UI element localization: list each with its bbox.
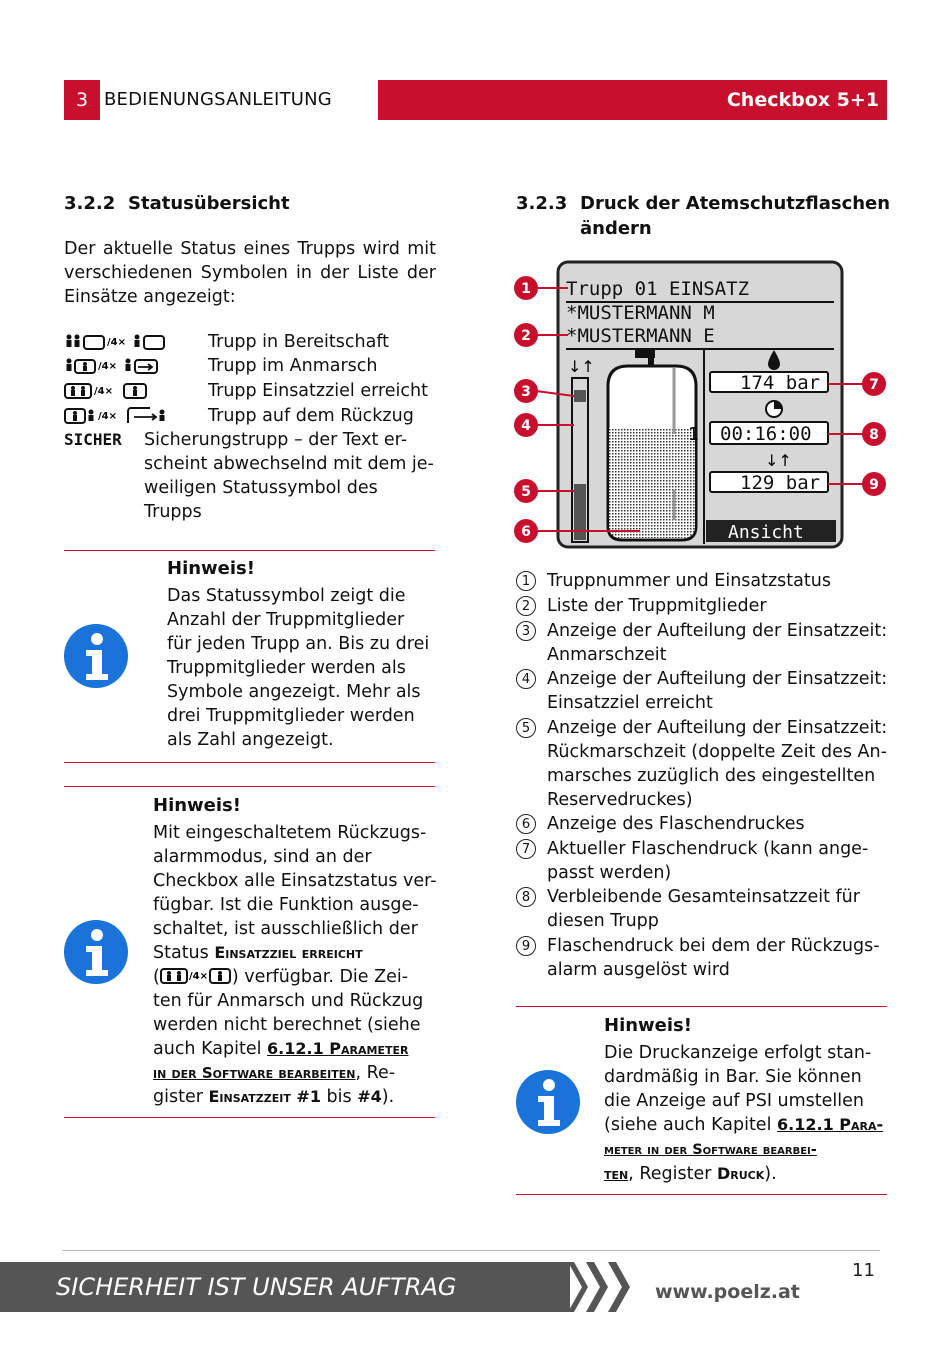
info-icon	[516, 1070, 580, 1134]
lcd-pressure: 174 bar	[740, 372, 821, 394]
svg-text:8: 8	[869, 427, 879, 443]
lcd-line-trupp: Trupp 01 EINSATZ	[566, 278, 750, 300]
info-icon	[64, 920, 128, 984]
svg-text:5: 5	[521, 484, 531, 500]
status-item-bereitschaft: /4× Trupp in Bereitschaft	[64, 330, 444, 354]
link-parameter-bearbeiten[interactable]: 6.12.1 Parameter	[267, 1039, 409, 1058]
svg-text:/4×: /4×	[188, 971, 208, 982]
note2-top-rule	[64, 786, 435, 787]
chevrons-icon	[568, 1262, 638, 1312]
svg-text:/4×: /4×	[107, 337, 126, 348]
section-heading-druck-cont: ändern	[580, 218, 652, 239]
note1-top-rule	[64, 550, 435, 551]
svg-text:7: 7	[869, 377, 879, 393]
status-anmarsch-icon	[64, 357, 194, 375]
svg-text:3: 3	[521, 384, 531, 400]
note1-bottom-rule	[64, 762, 435, 763]
status-item-anmarsch: /4× Trupp im Anmarsch	[64, 354, 444, 378]
link-parameter-bearbeiten-cont[interactable]: meter in der Software bearbei-	[604, 1142, 817, 1158]
svg-text:/4×: /4×	[98, 361, 117, 372]
svg-text:/4×: /4×	[94, 386, 113, 397]
status-item-sicher: SICHER Sicherungstrupp – der Text er- scheint abwechselnd mit dem je- weiligen Statussymbol des Trupps	[64, 430, 434, 522]
link-parameter-bearbeiten-end[interactable]: ten	[604, 1165, 629, 1183]
status-rueckzug-icon	[64, 407, 194, 425]
section-heading-druck: 3.2.3 Druck der Atemschutzflaschen	[516, 193, 891, 214]
product-title: Checkbox 5+1	[378, 80, 887, 120]
svg-text:6: 6	[521, 524, 531, 540]
svg-text:2: 2	[521, 328, 531, 344]
section-heading-statusuebersicht: 3.2.2 Statusübersicht	[64, 193, 290, 214]
sicher-label: SICHER	[64, 430, 122, 449]
note3-top-rule	[516, 1006, 887, 1007]
status-item-einsatzziel: /4× Trupp Einsatzziel erreicht	[64, 379, 444, 403]
note2: Hinweis! Mit eingeschaltetem Rückzugs- alarmmodus, sind an der Checkbox alle Einsatzstatus ver- fügbar. Ist die Funktion ausge- schaltet, ist ausschließlich der Status Einsatzziel erreicht ( /4× ) verfügbar. Die Zei- ten für Anmarsch und Rückzug werden nicht berechnet (siehe auch Kapitel 6.12.1 Parameter in der Software bearbeiten, Re- gister Einsatzzeit #1 bis #4).	[153, 795, 437, 1107]
svg-text:4: 4	[521, 418, 531, 434]
arrows-updown-icon: ↓↑	[568, 357, 595, 376]
lcd-alarm-pressure: 129 bar	[740, 472, 821, 494]
lcd-marker: 1	[688, 424, 699, 445]
info-icon	[64, 624, 128, 688]
note1: Hinweis! Das Statussymbol zeigt die Anzahl der Truppmitglieder für jeden Trupp an. Bis zu drei Truppmitglieder werden als Symbole angezeigt. Mehr als drei Truppmitglieder werden als Zahl angezeigt.	[167, 558, 430, 750]
link-parameter-bearbeiten-cont[interactable]: in der Software bearbeiten	[153, 1064, 356, 1082]
footer-rule	[62, 1250, 880, 1251]
svg-text:9: 9	[869, 477, 879, 493]
note2-bottom-rule	[64, 1117, 435, 1118]
svg-text:1: 1	[521, 281, 531, 297]
status-intro: Der aktuelle Status eines Trupps wird mit verschiedenen Symbolen in der Liste der Einsätze angezeigt:	[64, 239, 436, 307]
status-bereitschaft-icon	[64, 333, 194, 351]
lcd-button-ansicht: Ansicht	[728, 522, 804, 543]
svg-text:/4×: /4×	[98, 411, 117, 422]
lcd-line-member1: *MUSTERMANN M	[566, 302, 715, 324]
status-item-rueckzug: /4× Trupp auf dem Rückzug	[64, 404, 444, 428]
status-einsatzziel-icon	[64, 382, 194, 400]
lcd-time: 00:16:00	[720, 423, 812, 445]
note3: Hinweis! Die Druckanzeige erfolgt stan- dardmäßig in Bar. Sie können die Anzeige auf PSI umstellen (siehe auch Kapitel 6.12.1 Para- meter in der Software bearbei- ten, Register Druck).	[604, 1015, 884, 1184]
chapter-number: 3	[64, 80, 100, 120]
lcd-line-member2: *MUSTERMANN E	[566, 325, 715, 347]
chapter-title: BEDIENUNGSANLEITUNG	[104, 89, 332, 110]
note3-bottom-rule	[516, 1194, 887, 1195]
arrows-updown-icon: ↓↑	[765, 451, 792, 470]
link-parameter-bearbeiten[interactable]: 6.12.1 Para-	[777, 1115, 884, 1134]
footer-slogan: SICHERHEIT IST UNSER AUFTRAG	[56, 1273, 457, 1301]
status-einsatzziel-icon	[160, 967, 232, 985]
page-number: 11	[852, 1260, 875, 1281]
footer-url[interactable]: www.poelz.at	[655, 1281, 800, 1303]
lcd-display-figure	[510, 258, 890, 554]
